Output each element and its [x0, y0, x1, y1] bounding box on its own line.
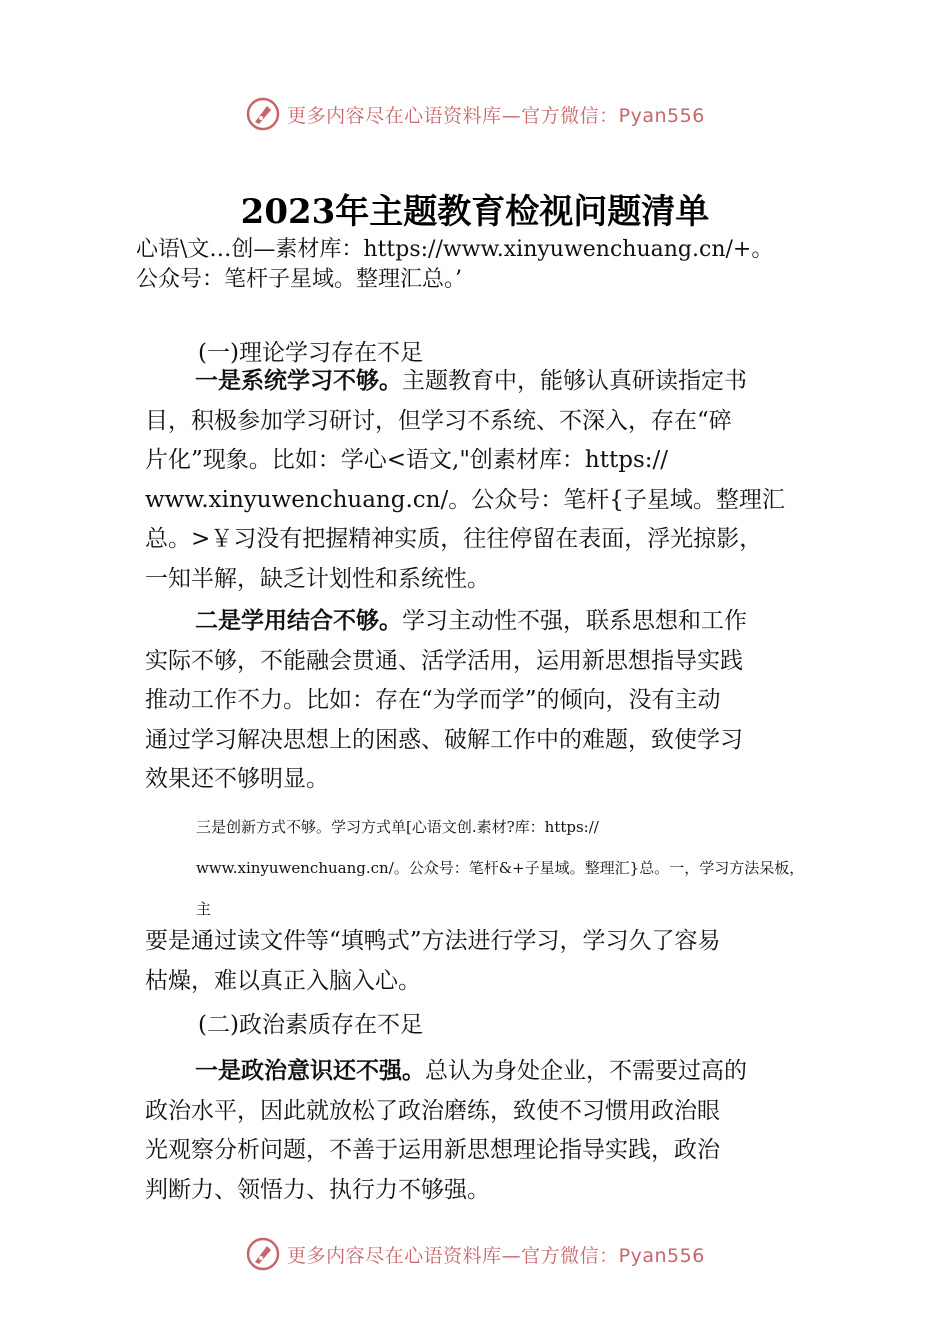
section-heading-2: (二)政治素质存在不足 [198, 1012, 423, 1038]
banner-text: 更多内容尽在心语资料库—官方微信：Pyan556 [287, 1244, 705, 1267]
section-heading-1: (一)理论学习存在不足 [198, 340, 423, 366]
header-banner [0, 94, 950, 134]
paragraph-lead: 二是学用结合不够。 [195, 608, 402, 634]
small-line-1: 三是创新方式不够。学习方式单[心语文创.素材?库：https:// [196, 818, 599, 836]
paragraph-study-application: 二是学用结合不够。学习主动性不强，联系思想和工作 实际不够，不能融会贯通、活学活用，运用新思想指导实践 推动工作不力。比如：存在“为学而学”的倾向，没有主动 通过学习解决思想上的困惑、破解工作中的难题，致使学习 效果还不够明显。 [145, 608, 747, 792]
source-line-1: 心语\文…创—素材库：https://www.xinyuwenchuang.cn/+。 [136, 237, 774, 262]
pen-nib-logo-icon [245, 96, 281, 132]
footer-banner [0, 1234, 950, 1274]
banner-text: 更多内容尽在心语资料库—官方微信：Pyan556 [287, 104, 705, 127]
source-line-2: 公众号：笔杆子星域。整理汇总。’ [136, 267, 462, 292]
small-line-3: 主 [196, 900, 212, 918]
paragraph-innovation-continued: 要是通过读文件等“填鸭式”方法进行学习，学习久了容易 枯燥，难以真正入脑入心。 [145, 928, 721, 994]
small-line-2: www.xinyuwenchuang.cn/。公众号：笔杆&+子星域。整理汇}总。一，学习方法呆板， [196, 859, 805, 877]
paragraph-lead: 一是系统学习不够。 [195, 368, 402, 394]
document-title: 2023年主题教育检视问题清单 [240, 192, 710, 232]
paragraph-lead: 一是政治意识还不强。 [195, 1058, 425, 1084]
paragraph-systematic-study: 一是系统学习不够。主题教育中，能够认真研读指定书 目，积极参加学习研讨，但学习不系统、不深入，存在“碎 片化”现象。比如：学心<语文,"创素材库：https:// www.xinyuwenchuang.cn/。公众号：笔杆{子星域。整理汇 总。>￥习没有把握精神实质，往往停留在表面，浮光掠影， 一知半解，缺乏计划性和系统性。 [145, 368, 785, 592]
paragraph-political-awareness: 一是政治意识还不强。总认为身处企业，不需要过高的 政治水平，因此就放松了政治磨练，致使不习惯用政治眼 光观察分析问题，不善于运用新思想理论指导实践，政治 判断力、领悟力、执行力不够强。 [145, 1058, 747, 1203]
pen-nib-logo-icon [245, 1236, 281, 1272]
